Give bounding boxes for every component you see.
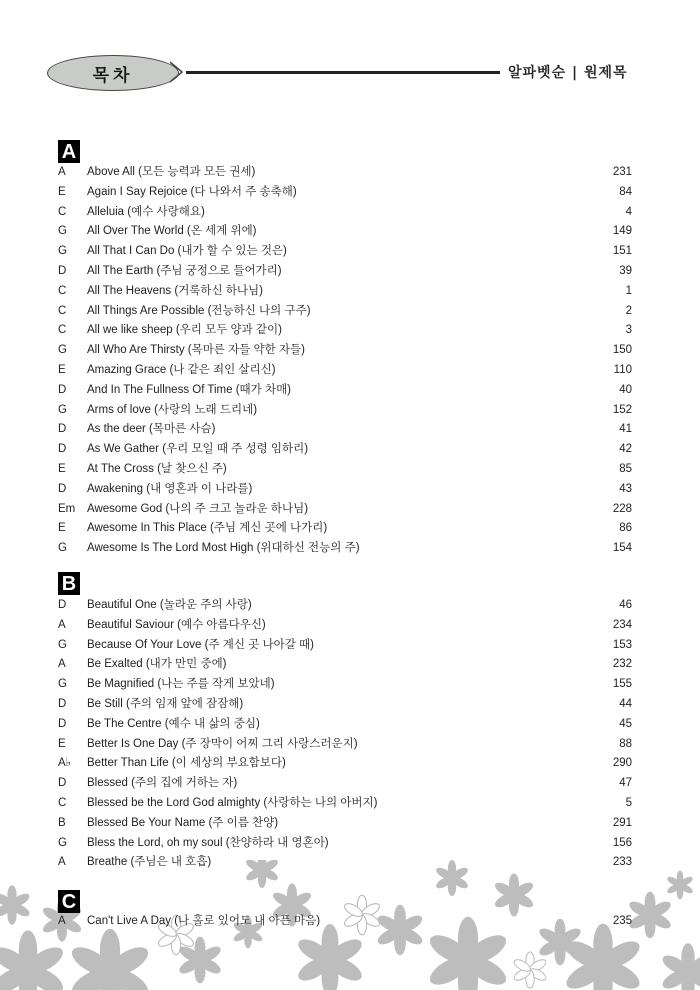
song-key: G [58,638,67,651]
page-number: 2 [625,304,632,317]
song-title: Beautiful Saviour (예수 아름다우신) [87,618,266,631]
toc-title-badge [47,55,179,91]
page-number: 3 [625,324,632,337]
page-number: 42 [619,443,632,456]
song-key: G [58,542,67,555]
song-title: All we like sheep (우리 모두 양과 같이) [87,324,282,337]
page-number: 154 [612,542,632,555]
song-title: Be Exalted (내가 만민 중에) [87,658,227,671]
song-title: As the deer (목마른 사슴) [87,423,216,436]
song-key: C [58,284,67,297]
page-header [0,0,700,110]
song-title: Beautiful One (놀라운 주의 사랑) [87,599,252,611]
toc-row[interactable] [0,242,700,262]
song-title: Better Is One Day (주 장막이 어찌 그리 사랑스러운지) [87,737,358,750]
song-key: G [58,678,67,691]
song-title: As We Gather (우리 모일 때 주 성령 임하리) [87,443,309,456]
toc-row[interactable] [0,539,700,559]
page-number: 150 [612,344,632,357]
song-title: Bless the Lord, oh my soul (찬양하라 내 영혼아) [87,836,329,849]
toc-row[interactable] [0,321,700,341]
song-title: And In The Fullness Of Time (때가 차매) [87,383,292,396]
song-title: At The Cross (날 찾으신 주) [87,463,227,475]
toc-row[interactable] [0,420,700,440]
page-number: 233 [612,856,632,869]
song-key: C [58,205,67,218]
page-number: 46 [619,599,632,611]
song-key: E [58,737,66,750]
song-title: Be Still (주의 임재 앞에 잠잠해) [87,698,244,710]
page-number: 156 [612,836,632,849]
toc-row[interactable] [0,183,700,203]
page-number: 4 [625,205,632,218]
song-key: E [58,185,66,198]
song-key: D [58,717,67,730]
song-title: Be Magnified (나는 주를 작게 보았네) [87,678,275,691]
page-number: 41 [619,423,632,436]
page-number: 86 [619,522,632,535]
song-title: Can't Live A Day (나 홀로 있어도 내 아픈 마음) [87,915,321,927]
page-number: 88 [619,737,632,750]
section-letter: A [58,140,80,163]
song-key: A♭ [58,757,72,770]
song-key: D [58,443,67,456]
page-number: 84 [619,185,632,198]
page-number: 231 [612,166,632,178]
toc-row[interactable] [0,715,700,735]
song-title: Blessed be the Lord God almighty (사랑하는 나의 아버지) [87,797,378,809]
song-key: E [58,463,66,475]
song-title: All Who Are Thirsty (목마른 자들 약한 자들) [87,344,305,357]
page-number: 43 [619,482,632,495]
toc-row[interactable] [0,401,700,421]
song-key: A [58,915,66,927]
song-title: Again I Say Rejoice (다 나와서 주 송축해) [87,185,297,198]
page-number: 149 [612,225,632,238]
title-arrow-icon [170,60,184,84]
toc-row[interactable] [0,460,700,480]
toc-row[interactable] [0,735,700,755]
song-title: All That I Can Do (내가 할 수 있는 것은) [87,245,287,258]
song-key: G [58,836,67,849]
toc-row[interactable] [0,912,700,932]
song-key: D [58,777,67,790]
toc-row[interactable] [0,774,700,794]
page-number: 151 [612,245,632,258]
song-key: B [58,816,66,829]
song-key: G [58,225,67,238]
song-key: G [58,245,67,258]
toc-row[interactable] [0,794,700,814]
song-key: C [58,797,67,809]
song-key: Em [58,502,76,515]
toc-row[interactable] [0,754,700,774]
page-number: 234 [612,618,632,631]
song-title: Above All (모든 능력과 모든 권세) [87,166,256,178]
toc-title: 목차 [92,65,134,86]
song-title: Better Than Life (이 세상의 부요함보다) [87,757,286,770]
song-title: Awesome God (나의 주 크고 놀라운 하나님) [87,502,309,515]
song-key: D [58,698,67,710]
toc-row[interactable] [0,655,700,675]
song-key: D [58,265,67,277]
song-key: C [58,324,67,337]
toc-row[interactable] [0,302,700,322]
page-number: 153 [612,638,632,651]
song-title: Blessed Be Your Name (주 이름 찬양) [87,816,279,829]
toc-row[interactable] [0,675,700,695]
page-number: 290 [612,757,632,770]
page-number: 44 [619,698,632,710]
song-title: Awesome Is The Lord Most High (위대하신 전능의 주) [87,542,360,555]
toc-row[interactable] [0,814,700,834]
song-title: All Over The World (온 세계 위에) [87,225,257,238]
song-title: Arms of love (사랑의 노래 드리네) [87,403,258,416]
toc-row[interactable] [0,834,700,854]
page-number: 39 [619,265,632,277]
page-number: 232 [612,658,632,671]
toc-subtitle: 알파벳순 | 원제목 [508,65,628,81]
section-letter: B [58,572,80,595]
song-key: E [58,522,66,535]
toc-row[interactable] [0,440,700,460]
toc-row[interactable] [0,500,700,520]
page-number: 155 [612,678,632,691]
song-key: C [58,304,67,317]
song-key: A [58,618,66,631]
song-key: D [58,423,67,436]
toc-row[interactable] [0,262,700,282]
song-title: Awakening (내 영혼과 이 나라를) [87,482,253,495]
song-key: D [58,482,67,495]
song-title: All Things Are Possible (전능하신 나의 구주) [87,304,311,317]
song-title: Amazing Grace (나 같은 죄인 살리신) [87,364,276,376]
song-title: Be The Centre (예수 내 삶의 중심) [87,717,260,730]
header-rule [186,71,500,74]
section-letter: C [58,890,80,913]
toc-row[interactable] [0,203,700,223]
song-title: Blessed (주의 집에 거하는 자) [87,777,238,790]
toc-row[interactable] [0,519,700,539]
toc-row[interactable] [0,480,700,500]
page-number: 5 [625,797,632,809]
page-number: 85 [619,463,632,475]
toc-row[interactable] [0,596,700,616]
page-number: 45 [619,717,632,730]
page-number: 40 [619,383,632,396]
toc-row[interactable] [0,853,700,873]
page-number: 235 [612,915,632,927]
toc-row[interactable] [0,282,700,302]
song-title: All The Earth (주님 궁정으로 들어가리) [87,265,282,277]
song-title: Because Of Your Love (주 계신 곳 나아갈 때) [87,638,314,651]
toc-row[interactable] [0,381,700,401]
page-number: 152 [612,403,632,416]
toc-row[interactable] [0,616,700,636]
song-title: Awesome In This Place (주님 계신 곳에 나가리) [87,522,328,535]
song-key: D [58,383,67,396]
song-title: Alleluia (예수 사랑해요) [87,205,205,218]
song-key: A [58,166,66,178]
song-key: G [58,403,67,416]
toc-row[interactable] [0,163,700,183]
toc-row[interactable] [0,341,700,361]
page-number: 291 [612,816,632,829]
page-number: 110 [613,364,632,376]
page-number: 1 [625,284,632,297]
toc-row[interactable] [0,695,700,715]
song-title: All The Heavens (거룩하신 하나님) [87,284,263,297]
song-key: A [58,658,66,671]
song-key: E [58,364,66,376]
song-key: D [58,599,67,611]
page-number: 47 [619,777,632,790]
toc-row[interactable] [0,636,700,656]
page-number: 228 [612,502,632,515]
song-title: Breathe (주님은 내 호흡) [87,856,212,869]
song-key: G [58,344,67,357]
song-key: A [58,856,66,869]
toc-row[interactable] [0,361,700,381]
toc-row[interactable] [0,222,700,242]
